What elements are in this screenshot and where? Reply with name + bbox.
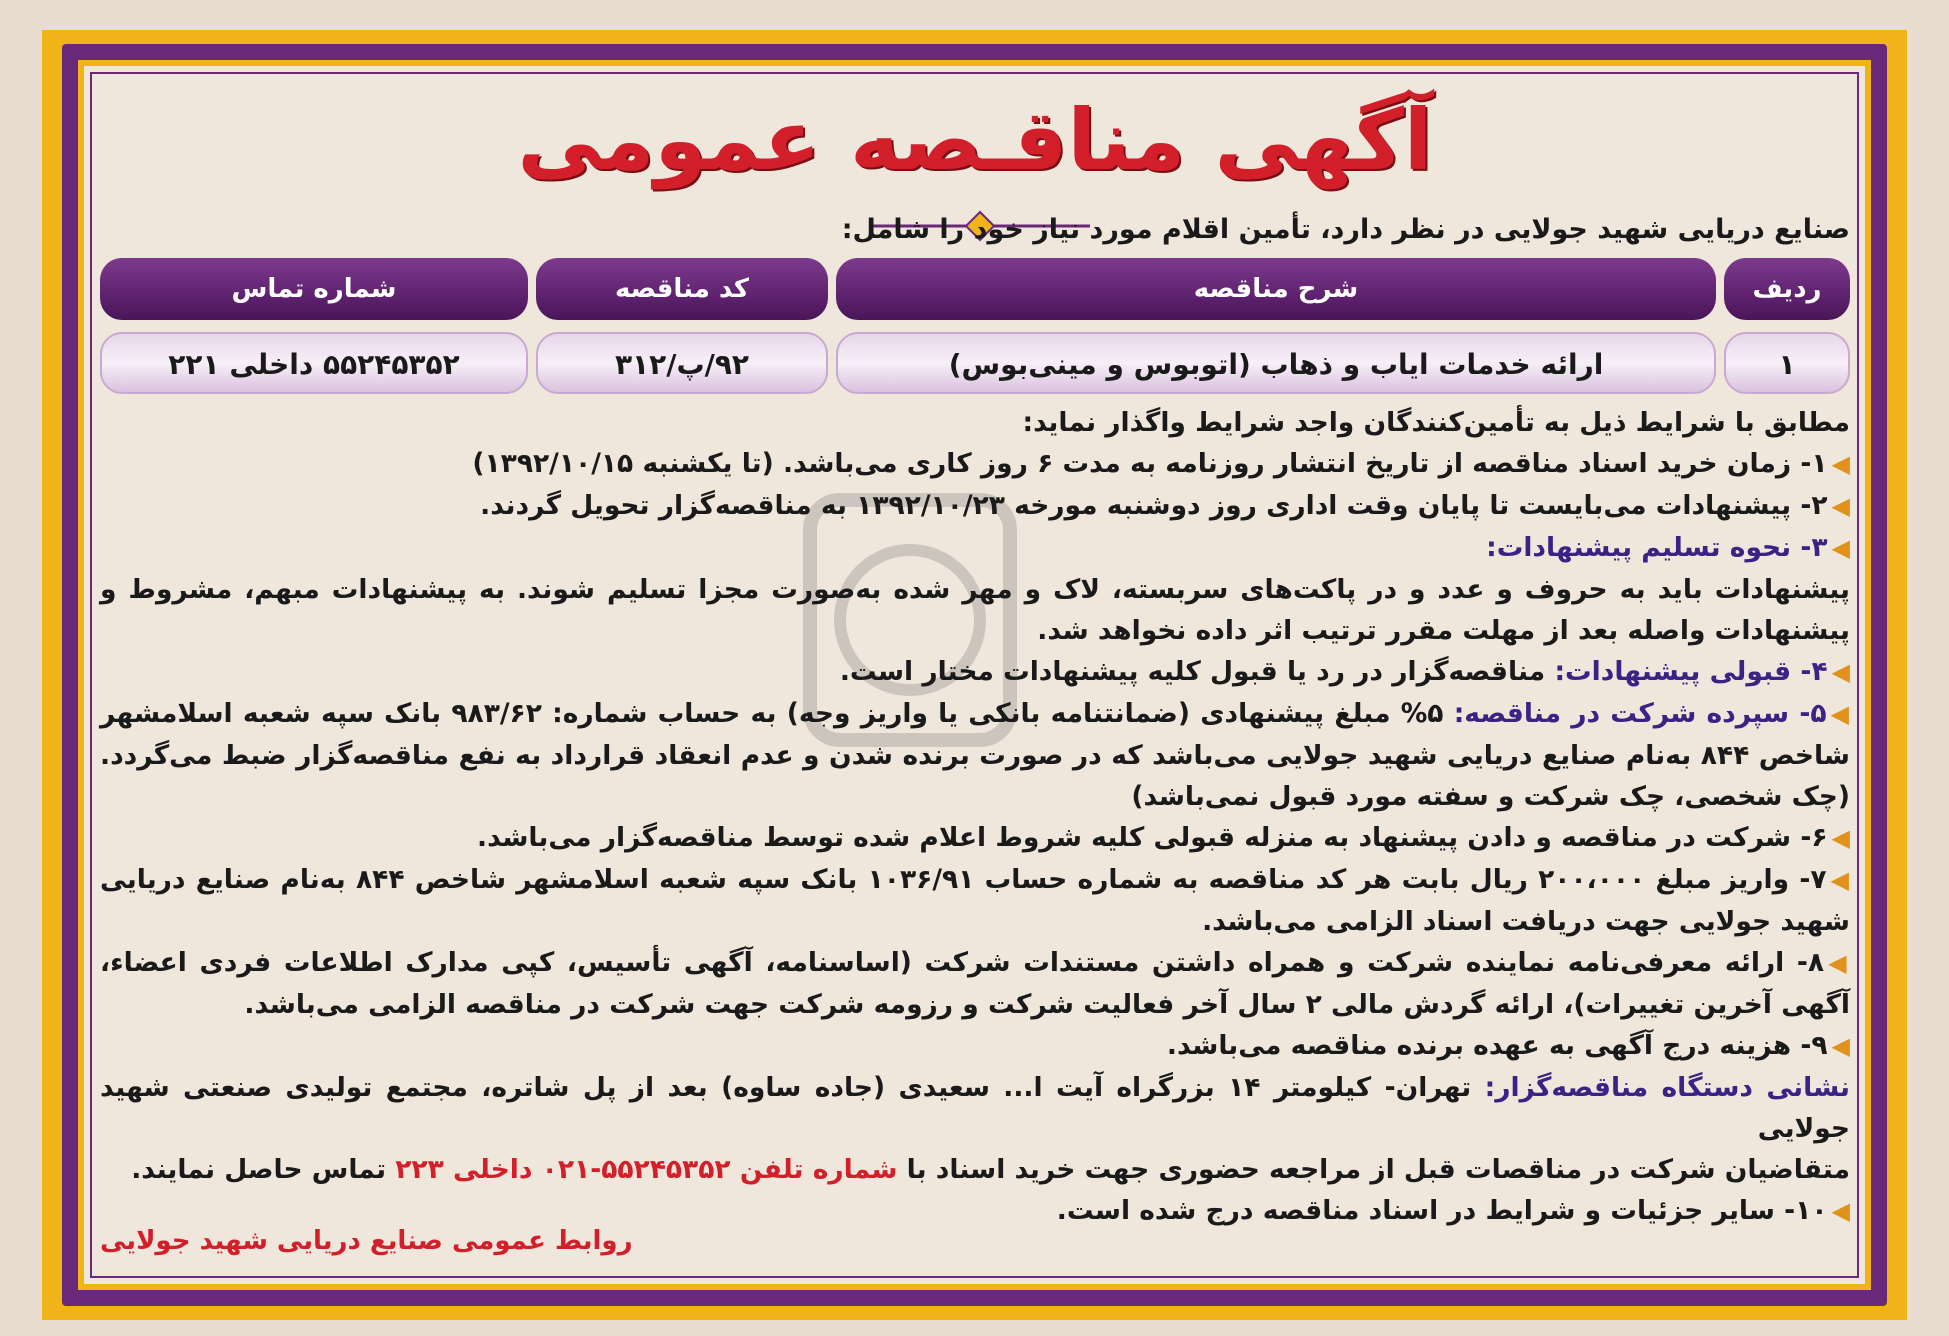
item-3-body: پیشنهادات باید به حروف و عدد و در پاکت‌های سربسته، لاک و مهر شده به‌صورت مجزا تسلیم شوند. به پیشنهادات مبهم، مشروط و پیشنهادات واصله بعد از مهلت مقرر ترتیب اثر داده نخواهد شد.	[100, 574, 1850, 646]
bullet-arrow-icon: ◀	[1831, 492, 1850, 520]
tender-table	[100, 258, 1850, 400]
item-5: ◀۵- سپرده شرکت در مناقصه: ۵% مبلغ پیشنهادی (ضمانتنامه بانکی یا واریز وجه) به حساب شماره: ۹۸۳/۶۲ بانک سپه شعبه اسلامشهر شاخص ۸۴۴ به‌نام صنایع دریایی شهید جولایی می‌باشد که در صورت برنده شدن و عدم انعقاد قرارداد به نفع مناقصه‌گزار ضبط می‌گردد. (چک شخصی، چک شرکت و سفته مورد قبول نمی‌باشد)	[100, 698, 1850, 812]
intro-line	[100, 200, 1850, 260]
item-3-head: ◀۳- نحوه تسلیم پیشنهادات:	[1486, 532, 1850, 563]
notice-content	[100, 80, 1850, 1270]
header-tender-code: کد مناقصه	[536, 258, 828, 320]
conditions	[100, 402, 1850, 1232]
header-description: شرح مناقصه	[836, 258, 1716, 320]
item-4: ◀۴- قبولی پیشنهادات: مناقصه‌گزار در رد یا قبول کلیه پیشنهادات مختار است.	[839, 656, 1850, 687]
item-9: ◀۹- هزینه درج آگهی به عهده برنده مناقصه می‌باشد.	[1166, 1030, 1850, 1061]
item-8: ◀۸- ارائه معرفی‌نامه نماینده شرکت و همراه داشتن مستندات شرکت (اساسنامه، آگهی تأسیس، کپی مدارک اطلاعات فردی اعضاء، آگهی آخرین تغییرات)، ارائه گردش مالی ۲ سال آخر فعالیت شرکت و رزومه شرکت جهت شرکت در مناقصه الزامی می‌باشد.	[100, 947, 1850, 1020]
notice-title: آگهی مناقـصه عمومی	[517, 91, 1433, 189]
bullet-arrow-icon: ◀	[1831, 534, 1850, 562]
bullet-arrow-icon: ◀	[1830, 700, 1850, 728]
item-2: ◀۲- پیشنهادات می‌بایست تا پایان وقت اداری روز دوشنبه مورخه ۱۳۹۲/۱۰/۲۳ به مناقصه‌گزار تحویل گردند.	[480, 490, 1850, 521]
item-7: ◀۷- واریز مبلغ ۲۰۰،۰۰۰ ریال بابت هر کد مناقصه به شماره حساب ۱۰۳۶/۹۱ بانک سپه شعبه اسلامشهر شاخص ۸۴۴ به‌نام صنایع دریایی شهید جولایی جهت دریافت اسناد الزامی می‌باشد.	[100, 864, 1850, 937]
header-row-number: ردیف	[1724, 258, 1850, 320]
bullet-arrow-icon: ◀	[1828, 949, 1850, 977]
header-contact: شماره تماس	[100, 258, 528, 320]
cell-contact: ۵۵۲۴۵۳۵۲ داخلی ۲۲۱	[100, 332, 528, 394]
bullet-arrow-icon: ◀	[1830, 866, 1850, 894]
intro-org: صنایع دریایی شهید جولایی	[1493, 214, 1850, 245]
cell-tender-code: ۹۲/پ/۳۱۲	[536, 332, 828, 394]
address: نشانی دستگاه مناقصه‌گزار: تهران- کیلومتر ۱۴ بزرگراه آیت ا... سعیدی (جاده ساوه) بعد از پل شاتره، مجتمع تولیدی صنعتی شهید جولایی	[100, 1072, 1850, 1144]
bullet-arrow-icon: ◀	[1831, 658, 1850, 686]
cell-row-number: ۱	[1724, 332, 1850, 394]
bullet-arrow-icon: ◀	[1831, 1032, 1850, 1060]
footer-public-relations: روابط عمومی صنایع دریایی شهید جولایی	[100, 1226, 633, 1256]
bullet-arrow-icon: ◀	[1831, 1197, 1850, 1225]
item-10: ◀۱۰- سایر جزئیات و شرایط در اسناد مناقصه درج شده است.	[1056, 1195, 1850, 1226]
cell-description: ارائه خدمات ایاب و ذهاب (اتوبوس و مینی‌بوس)	[836, 332, 1716, 394]
item-1: ◀۱- زمان خرید اسناد مناقصه از تاریخ انتشار روزنامه به مدت ۶ روز کاری می‌باشد. (تا یکشنبه ۱۳۹۲/۱۰/۱۵)	[472, 448, 1850, 479]
bullet-arrow-icon: ◀	[1831, 824, 1850, 852]
intro-text: در نظر دارد، تأمین اقلام مورد نیاز خود را شامل:	[841, 214, 1494, 245]
item-6: ◀۶- شرکت در مناقصه و دادن پیشنهاد به منزله قبولی کلیه شروط اعلام شده توسط مناقصه‌گزار می‌باشد.	[477, 822, 1850, 853]
lead-text: مطابق با شرایط ذیل به تأمین‌کنندگان واجد شرایط واگذار نماید:	[1022, 407, 1850, 438]
contact-line: متقاضیان شرکت در مناقصات قبل از مراجعه حضوری جهت خرید اسناد با شماره تلفن ۵۵۲۴۵۳۵۲-۰۲۱ داخلی ۲۲۳ تماس حاصل نمایند.	[131, 1154, 1850, 1185]
bullet-arrow-icon: ◀	[1831, 450, 1850, 478]
